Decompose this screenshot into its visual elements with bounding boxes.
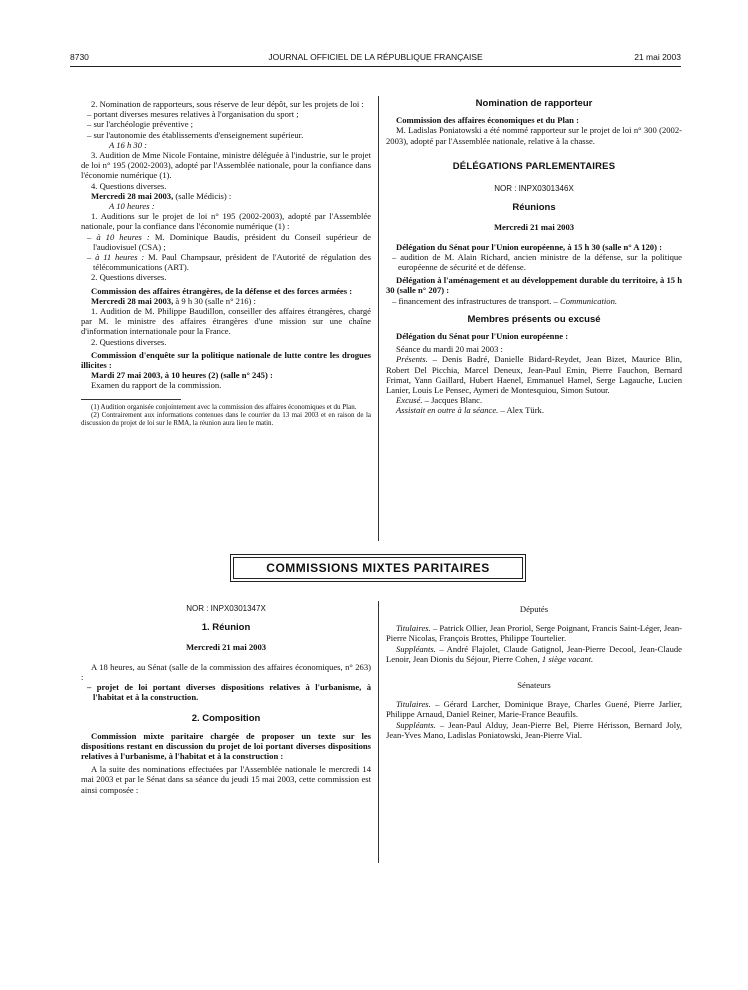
list-item: – projet de loi portant diverses dispositions relatives à l'urbanisme, à l'habitat et à la construction. <box>87 682 371 703</box>
commission-title: Commission d'enquête sur la politique nationale de lutte contre les drogues illicites : <box>81 349 371 371</box>
list-item: – portant diverses mesures relatives à l'organisation du sport ; <box>87 109 299 120</box>
commission-title: Commission des affaires économiques et du Plan : <box>396 115 579 126</box>
item-nomination: 2. Nomination de rapporteurs, sous réserve de leur dépôt, sur les projets de loi : <box>91 99 364 109</box>
time-heading: A 10 heures : <box>109 201 155 212</box>
list-item: – audition de M. Alain Richard, ancien ministre de la défense, sur la politique européenne de sécurité et de défense. <box>392 251 682 273</box>
page-number: 8730 <box>70 52 89 62</box>
meeting-date: Mercredi 28 mai 2003, (salle Médicis) : <box>91 190 232 201</box>
nor-reference: NOR : INPX0301346X <box>494 184 574 194</box>
delegation-title: Délégation à l'aménagement et au développement durable du territoire, à 15 h 30 (salle n° 207) : <box>386 275 682 296</box>
paragraph: A 18 heures, au Sénat (salle de la commission des affaires économiques, n° 263) : <box>81 661 371 682</box>
senateurs-titulaires: Titulaires. – Gérard Larcher, Dominique Braye, Charles Guené, Pierre Jarlier, Philippe Arnaud, Daniel Reiner, Marie-France Beaufils. <box>386 699 682 720</box>
nor-reference: NOR : INPX0301347X <box>186 604 266 613</box>
members-excused: Excusé. – Jacques Blanc. <box>396 395 483 406</box>
item-audition: 3. Audition de Mme Nicole Fontaine, ministre déléguée à l'industrie, sur le projet de loi n° 195 (2002-2003), adopté par l'Assemblée nationale, pour la confiance dans l'économie numérique (1). <box>81 150 371 181</box>
time-heading: A 16 h 30 : <box>109 139 148 150</box>
cmp-banner-title: COMMISSIONS MIXTES PARITAIRES <box>233 557 523 579</box>
subsection-title: Membres présents ou excusé <box>467 313 601 325</box>
header-date: 21 mai 2003 <box>634 52 681 62</box>
list-item: – à 10 heures : M. Dominique Baudis, président du Conseil supérieur de l'audiovisuel (CSA) ; <box>87 231 371 252</box>
list-item: – sur l'archéologie préventive ; <box>87 119 194 130</box>
section-title: Nomination de rapporteur <box>475 98 593 109</box>
members-assisting: Assistait en outre à la séance. – Alex Türk. <box>396 405 544 416</box>
meeting-date: Mercredi 21 mai 2003 <box>185 642 267 653</box>
item-questions: 2. Questions diverses. <box>91 272 167 283</box>
item-exam: Examen du rapport de la commission. <box>91 380 222 391</box>
meeting-date: Mercredi 28 mai 2003, à 9 h 30 (salle n° 216) : <box>91 295 256 306</box>
subsection-title: Réunions <box>512 202 556 214</box>
members-present: Présents. – Denis Badré, Danielle Bidard-Reydet, Jean Bizet, Maurice Blin, Robert Del Picchia, Marcel Deneux, Jean-Paul Emin, Pierre Fauchon, Bernard Frimat, Yann Gaillard, Hubert Haenel, Emmanuel Hamel, Serge Lagauche, Lucien Lanier, Louis Le Pensec, Aymeri de Montesquiou, Simon Sutour. <box>386 354 682 396</box>
paragraph: A la suite des nominations effectuées par l'Assemblée nationale le mercredi 14 mai 2003 et par le Sénat dans sa séance du jeudi 15 mai 2003, cette commission est ainsi composée : <box>81 764 371 795</box>
section-heading: DÉLÉGATIONS PARLEMENTAIRES <box>452 160 616 172</box>
page-header <box>70 52 681 64</box>
meeting-date: Mercredi 21 mai 2003 <box>493 222 575 233</box>
commission-description: Commission mixte paritaire chargée de proposer un texte sur les dispositions restant en discussion du projet de loi portant diverses dispositions relatives à l'urbanisme, à l'habitat et à la construction : <box>81 730 371 762</box>
footnote-rule <box>81 399 181 400</box>
list-item: – à 11 heures : M. Paul Champsaur, président de l'Autorité de régulation des télécommunications (ART). <box>87 252 371 273</box>
list-item: – sur l'autonomie des établissements d'enseignement supérieur. <box>87 129 304 140</box>
item-questions: 2. Questions diverses. <box>91 336 167 347</box>
group-title: Députés <box>519 604 549 614</box>
commission-title: Commission des affaires étrangères, de la défense et des forces armées : <box>91 285 353 296</box>
list-item: – financement des infrastructures de transport. – Communication. <box>392 295 618 306</box>
right-column <box>386 99 682 416</box>
cmp-right-column <box>386 604 682 740</box>
delegation-title: Délégation du Sénat pour l'Union européenne : <box>396 331 569 342</box>
deputes-suppleants: Suppléants. – André Flajolet, Claude Gatignol, Jean-Pierre Decool, Jean-Claude Lenoir, Jean Dionis du Séjour, Pierre Cohen, 1 siège vacant. <box>386 643 682 664</box>
paragraph: M. Ladislas Poniatowski a été nommé rapporteur sur le projet de loi n° 300 (2002-2003), adopté par l'Assemblée nationale, relative à la chasse. <box>386 125 682 146</box>
journal-title: JOURNAL OFFICIEL DE LA RÉPUBLIQUE FRANÇAISE <box>268 52 483 62</box>
cmp-banner <box>230 554 526 582</box>
header-rule <box>70 66 681 67</box>
item-questions: 4. Questions diverses. <box>91 180 167 191</box>
meeting-date: Mardi 27 mai 2003, à 10 heures (2) (salle n° 245) : <box>91 370 273 381</box>
senateurs-suppleants: Suppléants. – Jean-Paul Alduy, Jean-Pierre Bel, Pierre Hérisson, Bernard Joly, Jean-Yves Mano, Ladislas Poniatowski, Jean-Pierre Vial. <box>386 719 682 740</box>
column-divider <box>378 601 379 863</box>
cmp-left-column <box>81 604 371 795</box>
footnote: (1) Audition organisée conjointement avec la commission des affaires économiques et du Plan. <box>91 402 357 411</box>
deputes-titulaires: Titulaires. – Patrick Ollier, Jean Proriol, Serge Poignant, Francis Saint-Léger, Jean-Pierre Nicolas, François Brottes, Philippe Tourtelier. <box>386 623 682 644</box>
column-divider <box>378 96 379 541</box>
item-audition: 1. Audition de M. Philippe Baudillon, conseiller des affaires étrangères, chargé par M. le ministre des affaires étrangères d'une mission sur une chaîne d'information internationale pour la France. <box>81 306 371 337</box>
footnote: (2) Contrairement aux informations contenues dans le courrier du 13 mai 2003 et en raison de la discussion du projet de loi sur le RMA, la réunion aura lieu le matin. <box>81 410 371 428</box>
item-auditions: 1. Auditions sur le projet de loi n° 195 (2002-2003), adopté par l'Assemblée nationale, pour la confiance dans l'économie numérique (1) : <box>81 211 371 232</box>
delegation-title: Délégation du Sénat pour l'Union européenne, à 15 h 30 (salle n° A 120) : <box>396 241 662 252</box>
subsection-title: 1. Réunion <box>201 622 251 634</box>
session-date: Séance du mardi 20 mai 2003 : <box>396 344 503 355</box>
group-title: Sénateurs <box>517 680 551 691</box>
subsection-title: 2. Composition <box>191 713 261 725</box>
left-column <box>81 99 371 427</box>
